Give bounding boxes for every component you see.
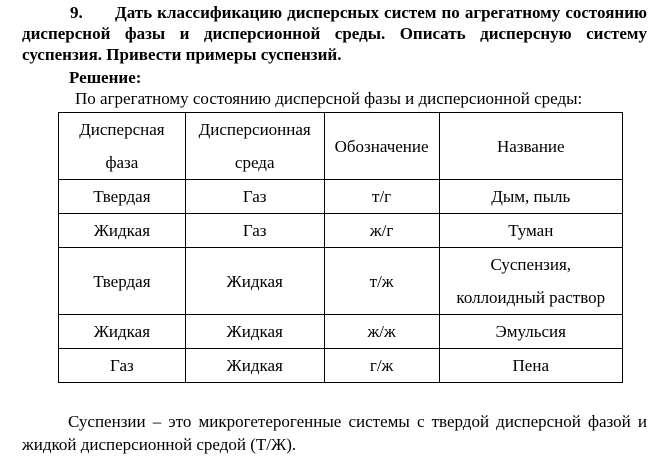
header-phase-line2: фаза	[105, 153, 139, 172]
cell-notation: т/г	[324, 180, 439, 214]
cell-phase: Твердая	[59, 180, 186, 214]
table-row	[59, 214, 623, 248]
cell-name: Дым, пыль	[439, 180, 622, 214]
header-phase-line1: Дисперсная	[79, 120, 165, 139]
table-row	[59, 349, 623, 383]
cell-notation: ж/г	[324, 214, 439, 248]
question-number: 9.	[70, 3, 83, 22]
cell-medium: Жидкая	[185, 248, 324, 315]
header-medium	[185, 113, 324, 180]
cell-name: Пена	[439, 349, 622, 383]
header-medium-line1: Дисперсионная	[198, 120, 311, 139]
intro-text: По агрегатному состоянию дисперсной фазы и дисперсионной среды:	[75, 89, 583, 108]
suspension-definition: Суспензии – это микрогетерогенные системы с твердой дисперсной фазой и жидкой дисперсионной средой (Т/Ж).	[22, 412, 647, 454]
header-phase	[59, 113, 186, 180]
cell-phase: Жидкая	[59, 315, 186, 349]
cell-phase: Твердая	[59, 248, 186, 315]
cell-name-line2: коллоидный раствор	[456, 288, 606, 307]
cell-name: Туман	[439, 214, 622, 248]
table-row	[59, 248, 623, 315]
table-header-row	[59, 113, 623, 180]
header-medium-line2: среда	[234, 153, 275, 172]
cell-medium: Газ	[185, 180, 324, 214]
cell-medium: Жидкая	[185, 349, 324, 383]
cell-medium: Газ	[185, 214, 324, 248]
header-notation: Обозначение	[324, 113, 439, 180]
solution-label: Решение:	[69, 68, 142, 87]
table-row	[59, 180, 623, 214]
cell-phase: Газ	[59, 349, 186, 383]
dispersion-classification-table	[58, 112, 623, 383]
cell-name: Эмульсия	[439, 315, 622, 349]
cell-notation: г/ж	[324, 349, 439, 383]
question-text: Дать классификацию дисперсных систем по агрегатному состоянию дисперсной фазы и дисперсионной среды. Описать дисперсную систему суспензия. Привести примеры суспензий.	[22, 3, 647, 64]
cell-name	[439, 248, 622, 315]
cell-notation: ж/ж	[324, 315, 439, 349]
header-name: Название	[439, 113, 622, 180]
question-block	[22, 2, 647, 65]
cell-medium: Жидкая	[185, 315, 324, 349]
cell-phase: Жидкая	[59, 214, 186, 248]
table-row	[59, 315, 623, 349]
cell-name-line1: Суспензия,	[490, 255, 572, 274]
cell-notation: т/ж	[324, 248, 439, 315]
